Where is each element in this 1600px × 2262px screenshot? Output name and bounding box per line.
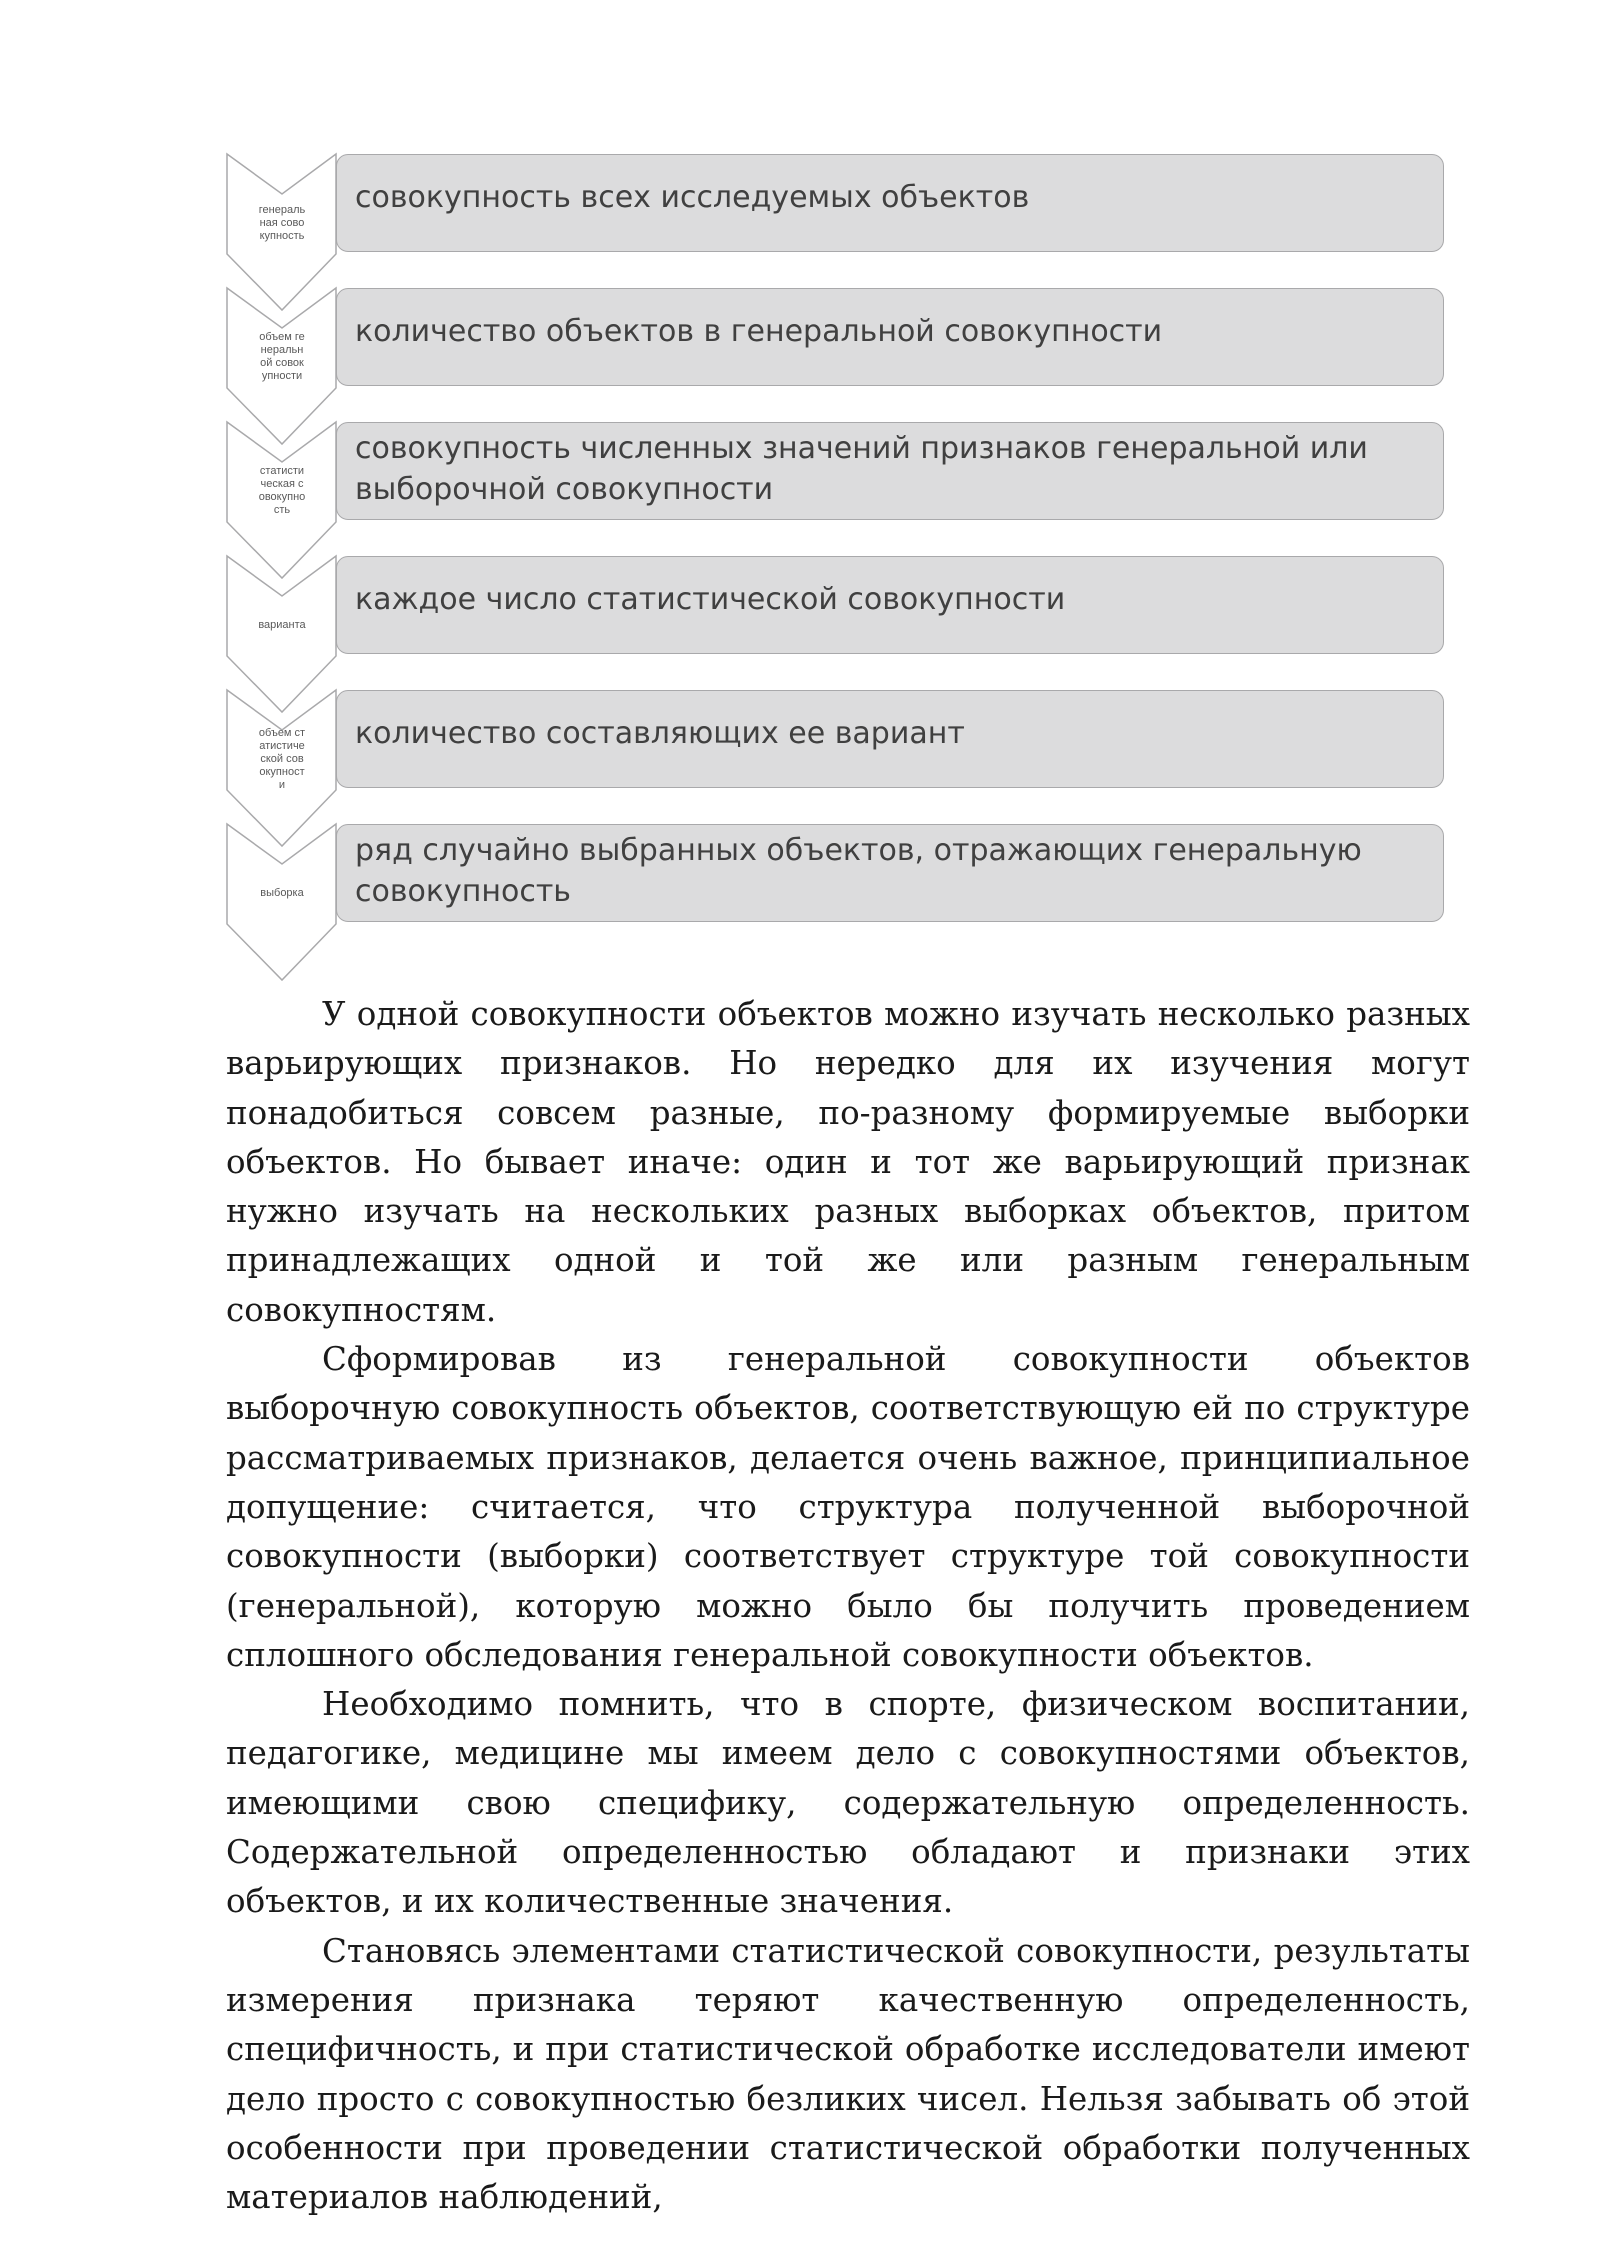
paragraph: Сформировав из генеральной совокупности объектов выборочную совокупность объектов, соответствующую ей по структуре рассматриваемых признаков, делается очень важное, принципиальное допущение: считается, что структура полученной выборочной совокупности (выборки) соответствует структуре той совокупности (генеральной), которую можно было бы получить проведением сплошного обследования генеральной совокупности объектов. xyxy=(226,1340,1470,1674)
chevron-label: объем генеральной совокупности xyxy=(259,331,305,382)
definition-box: ряд случайно выбранных объектов, отражающих генеральную совокупность xyxy=(336,824,1444,922)
body-text xyxy=(226,990,1470,2222)
chevron-label: варианта xyxy=(258,618,306,631)
definition-diagram xyxy=(226,154,1446,984)
definition-box: совокупность численных значений признаков генеральной или выборочной совокупности xyxy=(336,422,1444,520)
definition-box: совокупность всех исследуемых объектов xyxy=(336,154,1444,252)
paragraph: Становясь элементами статистической совокупности, результаты измерения признака теряют качественную определенность, специфичность, и при статистической обработке исследователи имеют дело просто с совокупностью безликих чисел. Нельзя забывать об этой особенности при проведении статистической обработки полученных материалов наблюдений, xyxy=(226,1931,1470,2217)
paragraph: У одной совокупности объектов можно изучать несколько разных варьирующих признаков. Но нередко для их изучения могут понадобиться совсем разные, по-разному формируемые выборки объектов. Но бывает иначе: один и тот же варьирующий признак нужно изучать на нескольких разных выборках объектов, притом принадлежащих одной и той же или разным генеральным совокупностям. xyxy=(226,995,1470,1329)
definition-box: каждое число статистической совокупности xyxy=(336,556,1444,654)
definition-box: количество составляющих ее вариант xyxy=(336,690,1444,788)
chevron-label: выборка xyxy=(260,886,304,899)
definition-box: количество объектов в генеральной совокупности xyxy=(336,288,1444,386)
chevron-label: объем статистической совокупности xyxy=(258,726,306,791)
chevron-label: статистическая совокупность xyxy=(258,465,306,516)
paragraph: Необходимо помнить, что в спорте, физическом воспитании, педагогике, медицине мы имеем дело с совокупностями объектов, имеющими свою специфику, содержательную определенность. Содержательной определенностью обладают и признаки этих объектов, и их количественные значения. xyxy=(226,1685,1470,1921)
chevron-label: генеральная совокупность xyxy=(258,203,306,242)
